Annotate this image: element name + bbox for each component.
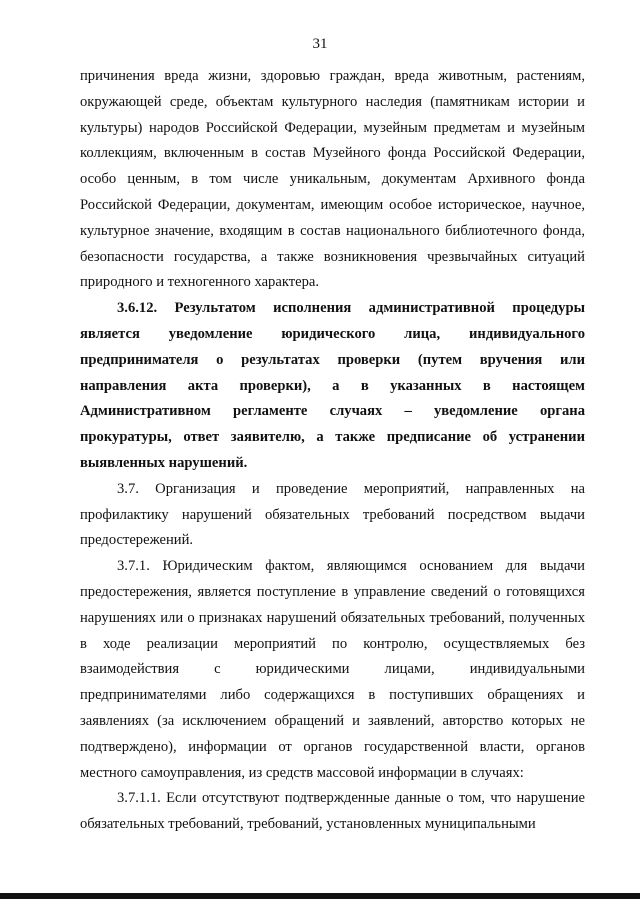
scan-bottom-edge — [0, 893, 640, 899]
paragraph-3-7: 3.7. Организация и проведение мероприятий, направленных на профилактику нарушений обязательных требований посредством выдачи предостережений. — [80, 480, 585, 549]
paragraph-3-6-12: 3.6.12. Результатом исполнения административной процедуры является уведомление юридического лица, индивидуального предпринимателя о результатах проверки (путем вручения или направления акта проверки), а в указанных в настоящем Административном регламенте случаях – уведомление органа прокуратуры, ответ заявителю, а также предписание об устранении выявленных нарушений. — [80, 300, 585, 471]
page-number: 31 — [312, 36, 328, 52]
paragraph-3-7-1-1: 3.7.1.1. Если отсутствуют подтвержденные данные о том, что нарушение обязательных требований, требований, установленных муниципальными — [80, 790, 585, 833]
paragraph-3-7-1: 3.7.1. Юридическим фактом, являющимся основанием для выдачи предостережения, является поступление в управление сведений о готовящихся нарушениях или о признаках нарушений обязательных требований, полученных в ходе реализации мероприятий по контролю, осуществляемых без взаимодействия с юридическими лицами, индивидуальными предпринимателями либо содержащихся в поступивших обращениях и заявлениях (за исключением обращений и заявлений, авторство которых не подтверждено), информации от органов государственной власти, органов местного самоуправления, из средств массовой информации в случаях: — [80, 558, 585, 781]
paragraph-continuation: причинения вреда жизни, здоровью граждан, вреда животным, растениям, окружающей среде, объектам культурного наследия (памятникам истории и культуры) народов Российской Федерации, музейным предметам и музейным коллекциям, включенным в состав Музейного фонда Российской Федерации, особо ценным, в том числе уникальным, документам Архивного фонда Российской Федерации, документам, имеющим особое историческое, научное, культурное значение, входящим в состав национального библиотечного фонда, безопасности государства, а также возникновения чрезвычайных ситуаций природного и техногенного характера. — [80, 68, 585, 291]
document-body — [80, 64, 585, 838]
